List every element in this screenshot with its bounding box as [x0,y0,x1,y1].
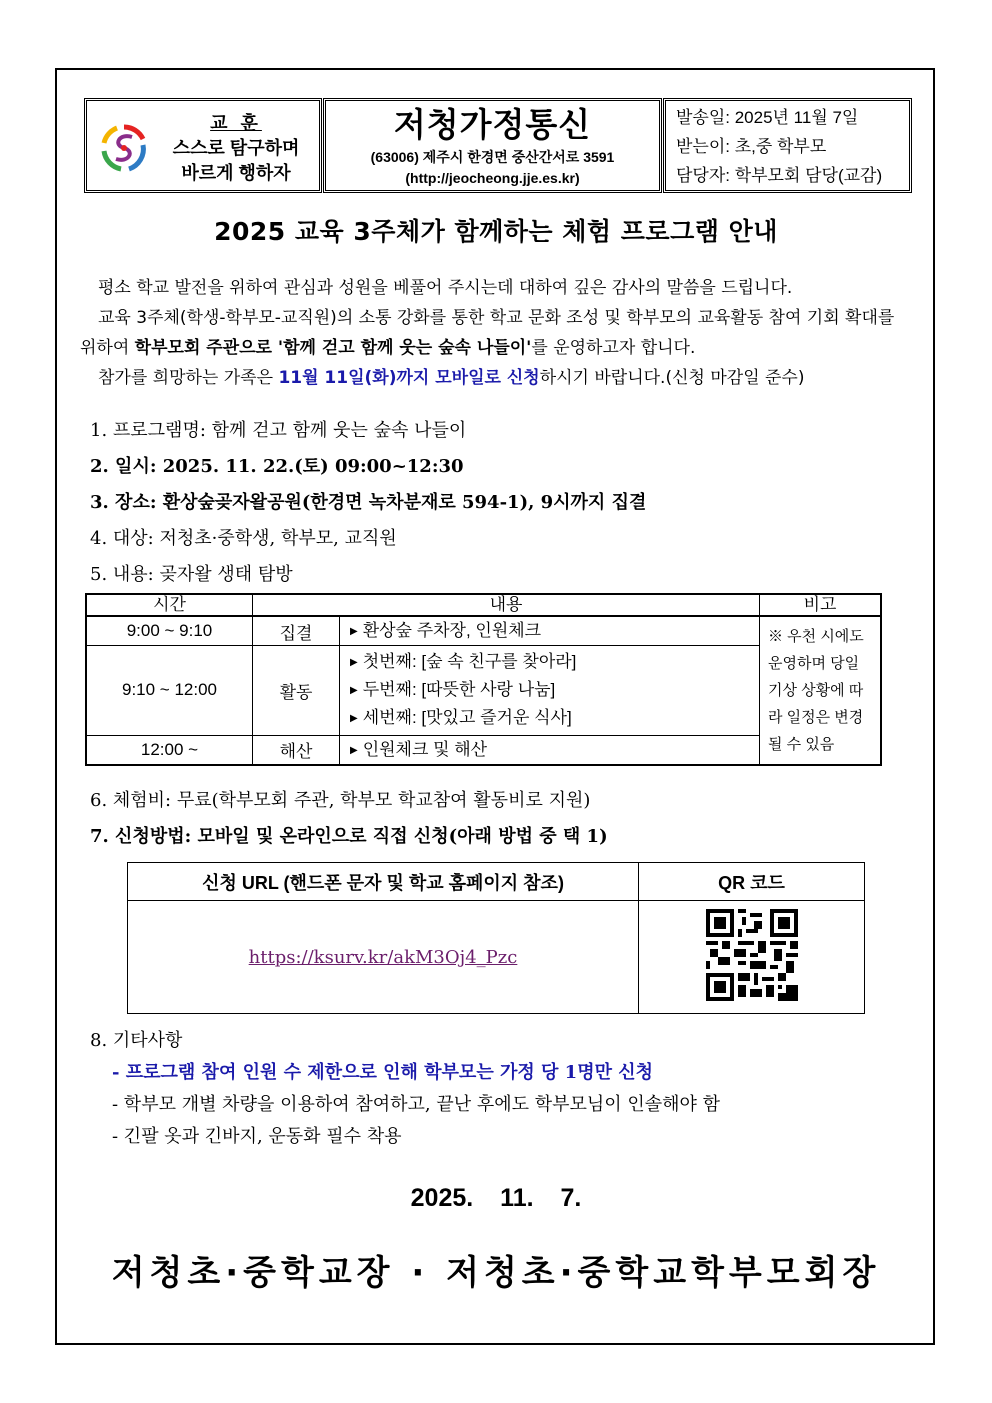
etc-line-3: - 긴팔 옷과 긴바지, 운동화 필수 착용 [112,1126,402,1147]
schedule-content-item: 세번째: [맛있고 즐거운 식사] [362,708,572,728]
item-etc: 8. 기타사항 [90,1030,183,1051]
motto-line-2: 바르게 행하자 [181,163,291,183]
triangle-bullet-icon: ▶ [350,744,358,756]
school-website: (http://jeocheong.jje.es.kr) [405,170,580,186]
triangle-bullet-icon: ▶ [350,685,358,697]
apply-table [127,862,865,1014]
intro-paragraph-3 [80,363,910,393]
intro-p3-text: 참가를 희망하는 가족은 [98,368,279,388]
schedule-type: 활동 [253,646,340,735]
schedule-header-content: 내용 [253,594,760,616]
intro-p3-deadline: 11월 11일(화)까지 모바일로 신청 [278,368,540,388]
contact-person: 담당자: 학부모회 담당(교감) [676,166,883,185]
schedule-time: 12:00 ~ [86,735,253,765]
intro-p3-end: 하시기 바랍니다.(신청 마감일 준수) [539,368,805,388]
etc-line-1: - 프로그램 참여 인원 수 제한으로 인해 학부모는 가정 당 1명만 신청 [112,1062,654,1083]
schedule-content-item: 두번째: [따뜻한 사랑 나눔] [362,680,556,700]
school-logo-icon [99,123,149,173]
item-location: 3. 장소: 환상숲곶자왈공원(한경면 녹차분재로 594-1), 9시까지 집결 [90,492,647,513]
schedule-content [340,646,760,735]
schedule-content-item: 환상숲 주차장, 인원체크 [362,621,542,641]
schedule-note: ※ 우천 시에도 운영하며 당일 기상 상황에 따라 일정은 변경될 수 있음 [760,616,882,765]
schedule-table [85,593,882,766]
newsletter-title: 저청가정통신 [393,105,592,144]
send-info-box [663,98,912,193]
intro-p2-end: 를 운영하고자 합니다. [531,338,696,358]
intro-paragraph-1: 평소 학교 발전을 위하여 관심과 성원을 베풀어 주시는데 대하여 깊은 감사의 말씀을 드립니다. [98,278,793,298]
recipient: 받는이: 초,중 학부모 [676,137,827,156]
schedule-content [340,616,760,646]
apply-url-link[interactable]: https://ksurv.kr/akM3Oj4_Pzc [128,901,639,1014]
issue-date: 2025. 11. 7. [410,1184,582,1212]
qr-code-cell [639,901,865,1014]
intro-p2-text: 교육 3주체(학생-학부모-교직원)의 소통 강화를 통한 학교 문화 조성 및 학부모의 교육활동 참여 기회 확대를 위하여 [80,308,895,358]
item-fee: 6. 체험비: 무료(학부모회 주관, 학부모 학교참여 활동비로 지원) [90,790,591,811]
item-content: 5. 내용: 곶자왈 생태 탐방 [90,564,293,585]
signature: 저청초·중학교장 · 저청초·중학교학부모회장 [111,1253,881,1293]
item-apply-method: 7. 신청방법: 모바일 및 온라인으로 직접 신청(아래 방법 중 택 1) [90,826,608,847]
schedule-content-item: 인원체크 및 해산 [362,739,488,759]
triangle-bullet-icon: ▶ [350,713,358,725]
item-datetime: 2. 일시: 2025. 11. 22.(토) 09:00~12:30 [90,456,464,477]
schedule-type: 집결 [253,616,340,646]
school-address: (63006) 제주시 한경면 중산간서로 3591 [370,149,615,165]
send-date: 발송일: 2025년 11월 7일 [676,108,859,127]
newsletter-title-box [323,98,662,193]
document-title: 2025 교육 3주체가 함께하는 체험 프로그램 안내 [214,217,778,246]
etc-line-2: - 학부모 개별 차량을 이용하여 참여하고, 끝난 후에도 학부모님이 인솔해야 함 [112,1094,721,1115]
triangle-bullet-icon: ▶ [350,657,358,669]
intro-paragraph-2 [80,303,910,363]
qr-code-icon[interactable] [706,909,798,1001]
schedule-time: 9:00 ~ 9:10 [86,616,253,646]
apply-qr-header: QR 코드 [639,863,865,901]
motto-box [84,98,322,193]
apply-url-header: 신청 URL (핸드폰 문자 및 학교 홈페이지 참조) [128,863,639,901]
triangle-bullet-icon: ▶ [350,626,358,638]
schedule-content [340,735,760,765]
schedule-time: 9:10 ~ 12:00 [86,646,253,735]
schedule-header-time: 시간 [86,594,253,616]
item-target: 4. 대상: 저청초·중학생, 학부모, 교직원 [90,528,397,549]
schedule-type: 해산 [253,735,340,765]
schedule-header-note: 비고 [760,594,882,616]
intro-p2-bold: 학부모회 주관으로 '함께 걷고 함께 웃는 숲속 나들이' [134,338,532,358]
motto-line-1: 스스로 탐구하며 [172,138,300,158]
motto-title: 교 훈 [210,113,262,133]
schedule-content-item: 첫번째: [숲 속 친구를 찾아라] [362,652,577,672]
item-program-name: 1. 프로그램명: 함께 걷고 함께 웃는 숲속 나들이 [90,420,467,441]
